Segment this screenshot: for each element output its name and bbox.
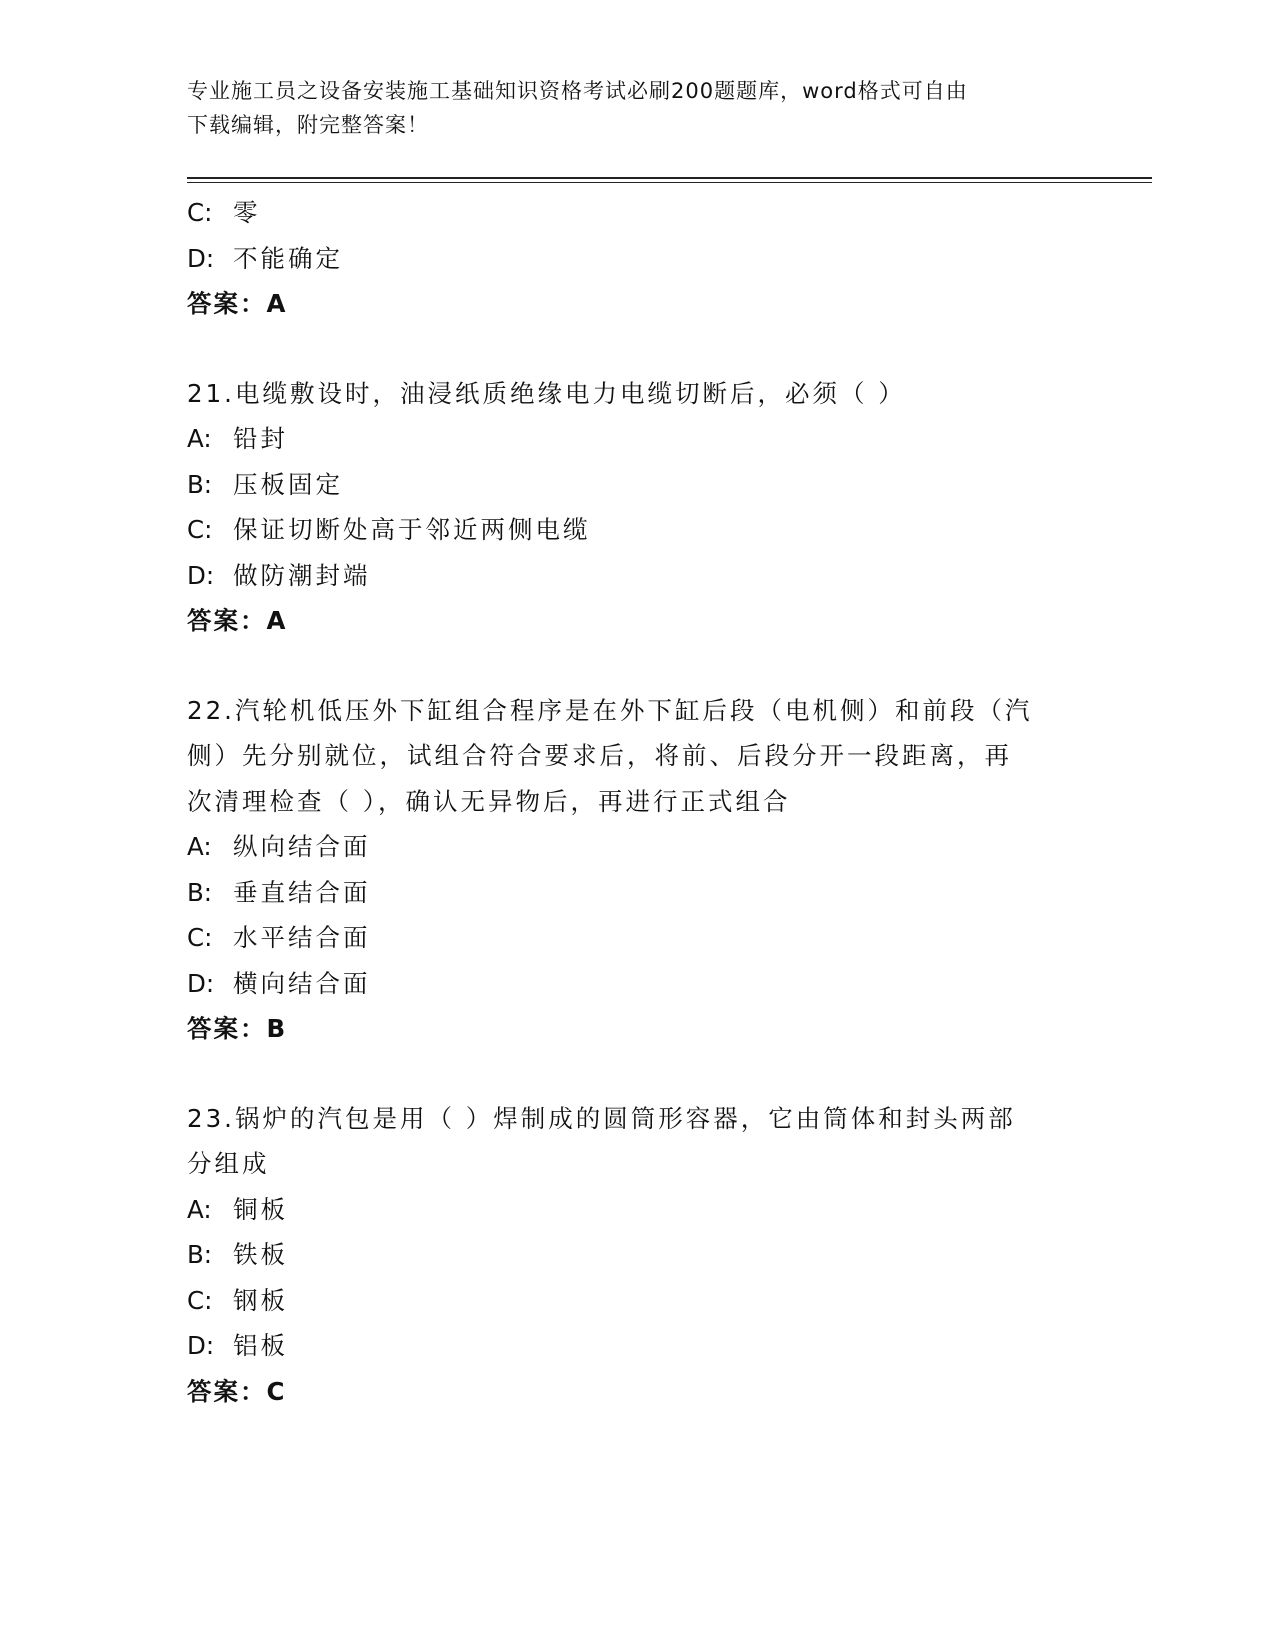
option-text: 不能确定 — [233, 243, 343, 273]
option-row — [187, 1278, 1087, 1324]
question-stem: 分组成 — [187, 1149, 270, 1178]
question-stem: 21.电缆敷设时，油浸纸质绝缘电力电缆切断后，必须（ ） — [187, 378, 906, 408]
option-key: B: — [187, 469, 213, 499]
answer-line: 答案：B — [187, 1014, 288, 1043]
option-row — [187, 961, 1087, 1007]
option-row — [187, 824, 1087, 870]
header-line-1: 专业施工员之设备安装施工基础知识资格考试必刷200题题库，word格式可自由 — [187, 79, 968, 103]
question-stem: 22.汽轮机低压外下缸组合程序是在外下缸后段（电机侧）和前段（汽 — [187, 695, 1033, 725]
option-key: B: — [187, 877, 213, 907]
option-row — [187, 1187, 1087, 1233]
option-row — [187, 416, 1087, 462]
document-header — [187, 74, 1087, 142]
option-text: 钢板 — [233, 1285, 288, 1315]
option-key: A: — [187, 832, 212, 861]
option-text: 横向结合面 — [233, 968, 371, 998]
previous-question-tail — [187, 190, 1087, 327]
question-21 — [187, 371, 1087, 644]
option-key: C: — [187, 1285, 213, 1315]
answer-line: 答案：A — [187, 606, 288, 635]
question-22 — [187, 688, 1087, 1052]
option-text: 铅封 — [233, 424, 288, 453]
option-row — [187, 870, 1087, 916]
option-row — [187, 1232, 1087, 1278]
option-key: A: — [187, 1194, 212, 1224]
option-text: 水平结合面 — [233, 923, 371, 952]
option-text: 铜板 — [233, 1194, 288, 1224]
option-text: 铝板 — [233, 1331, 288, 1360]
option-key: D: — [187, 1331, 215, 1360]
option-key: D: — [187, 243, 215, 273]
option-text: 垂直结合面 — [233, 877, 371, 907]
answer-line: 答案：A — [187, 289, 288, 318]
answer-line: 答案：C — [187, 1376, 287, 1406]
option-row — [187, 507, 1087, 553]
option-key: B: — [187, 1240, 213, 1269]
header-divider — [187, 177, 1152, 183]
option-key: C: — [187, 923, 213, 952]
option-row — [187, 1323, 1087, 1369]
question-stem: 侧）先分别就位，试组合符合要求后，将前、后段分开一段距离，再 — [187, 741, 1012, 770]
option-row — [187, 553, 1087, 599]
question-stem: 23.锅炉的汽包是用（ ）焊制成的圆筒形容器，它由筒体和封头两部 — [187, 1103, 1016, 1133]
option-key: C: — [187, 515, 213, 544]
option-text: 纵向结合面 — [233, 832, 371, 861]
option-text: 零 — [233, 198, 261, 227]
option-text: 铁板 — [233, 1240, 288, 1269]
option-row — [187, 462, 1087, 508]
option-key: C: — [187, 198, 213, 227]
option-row — [187, 915, 1087, 961]
option-text: 做防潮封端 — [233, 560, 371, 590]
header-line-2: 下载编辑，附完整答案！ — [187, 113, 429, 137]
option-key: D: — [187, 968, 215, 998]
question-list — [187, 190, 1087, 1414]
option-text: 保证切断处高于邻近两侧电缆 — [233, 515, 591, 544]
option-key: A: — [187, 424, 212, 453]
question-stem: 次清理检查（ ），确认无异物后，再进行正式组合 — [187, 786, 791, 816]
option-key: D: — [187, 560, 215, 590]
question-23 — [187, 1096, 1087, 1415]
option-row — [187, 236, 1087, 282]
option-row — [187, 190, 1087, 236]
option-text: 压板固定 — [233, 469, 343, 499]
